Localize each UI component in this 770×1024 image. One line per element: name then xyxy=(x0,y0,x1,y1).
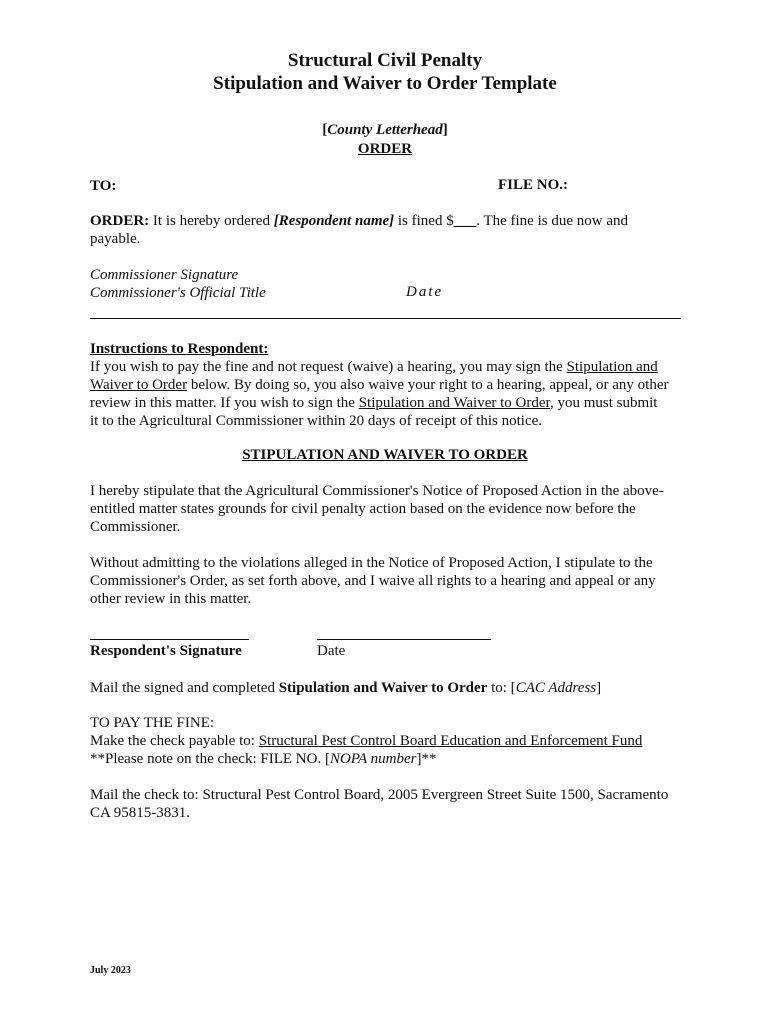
order-heading: ORDER xyxy=(357,141,413,157)
mail-instructions: Mail the signed and completed Stipulation and Waiver to Order to: [CAC Address] xyxy=(90,680,602,696)
instructions-heading: Instructions to Respondent: xyxy=(90,341,269,357)
stipulation-heading: STIPULATION AND WAIVER TO ORDER xyxy=(242,447,528,463)
section-divider xyxy=(90,318,681,319)
respondent-date-line xyxy=(317,639,491,640)
payee-name: Structural Pest Control Board Education and Enforcement Fund xyxy=(258,733,643,749)
to-label: TO: xyxy=(90,178,117,194)
check-mailing-address: Mail the check to: Structural Pest Control Board, 2005 Evergreen Street Suite 1500, Sacramento CA 95815-3831. xyxy=(90,787,669,821)
file-no-label: FILE NO.: xyxy=(498,177,569,193)
nopa-number-placeholder: NOPA number xyxy=(329,751,417,767)
commissioner-date-label: Date xyxy=(406,284,444,300)
stipulation-paragraph-2: Without admitting to the violations alleged in the Notice of Proposed Action, I stipulate to the Commissioner's Order, as set forth above, and I waive all rights to a hearing and appeal or any other review in this matter. xyxy=(90,555,656,607)
respondent-signature-line xyxy=(90,639,249,640)
payment-instructions: TO PAY THE FINE: Make the check payable to: Structural Pest Control Board Education and Enforcement Fund **Please note on the check: FILE NO. [NOPA number]** xyxy=(90,715,643,767)
instructions-block: Instructions to Respondent: If you wish to pay the fine and not request (waive) a hearing, you may sign the Stipulation and Waiver to Order below. By doing so, you also waive your right to a hearing, appeal, or any other review in this matter. If you wish to sign the Stipulation and Waiver to Order, you must submit it to the Agricultural Commissioner within 20 days of receipt of this notice. xyxy=(90,341,669,429)
document-title-line1: Structural Civil Penalty xyxy=(287,50,483,71)
respondent-name-placeholder: [Respondent name] xyxy=(273,213,395,229)
cac-address-placeholder: CAC Address xyxy=(515,680,597,696)
fine-amount-blank: ___ xyxy=(453,213,477,229)
commissioner-title-label: Commissioner's Official Title xyxy=(90,285,266,301)
letterhead-placeholder: [County Letterhead] xyxy=(322,122,448,138)
document-title-line2: Stipulation and Waiver to Order Template xyxy=(213,73,557,94)
footer-date: July 2023 xyxy=(90,965,131,976)
commissioner-signature-label: Commissioner Signature xyxy=(90,267,239,283)
order-paragraph: ORDER: It is hereby ordered [Respondent name] is fined $___. The fine is due now and payable. xyxy=(90,213,628,247)
respondent-signature-label: Respondent's Signature xyxy=(90,643,242,659)
stipulation-paragraph-1: I hereby stipulate that the Agricultural Commissioner's Notice of Proposed Action in the above- entitled matter states grounds for civil penalty action based on the evidence now before the Commissioner. xyxy=(90,483,664,535)
respondent-date-label: Date xyxy=(317,643,346,659)
